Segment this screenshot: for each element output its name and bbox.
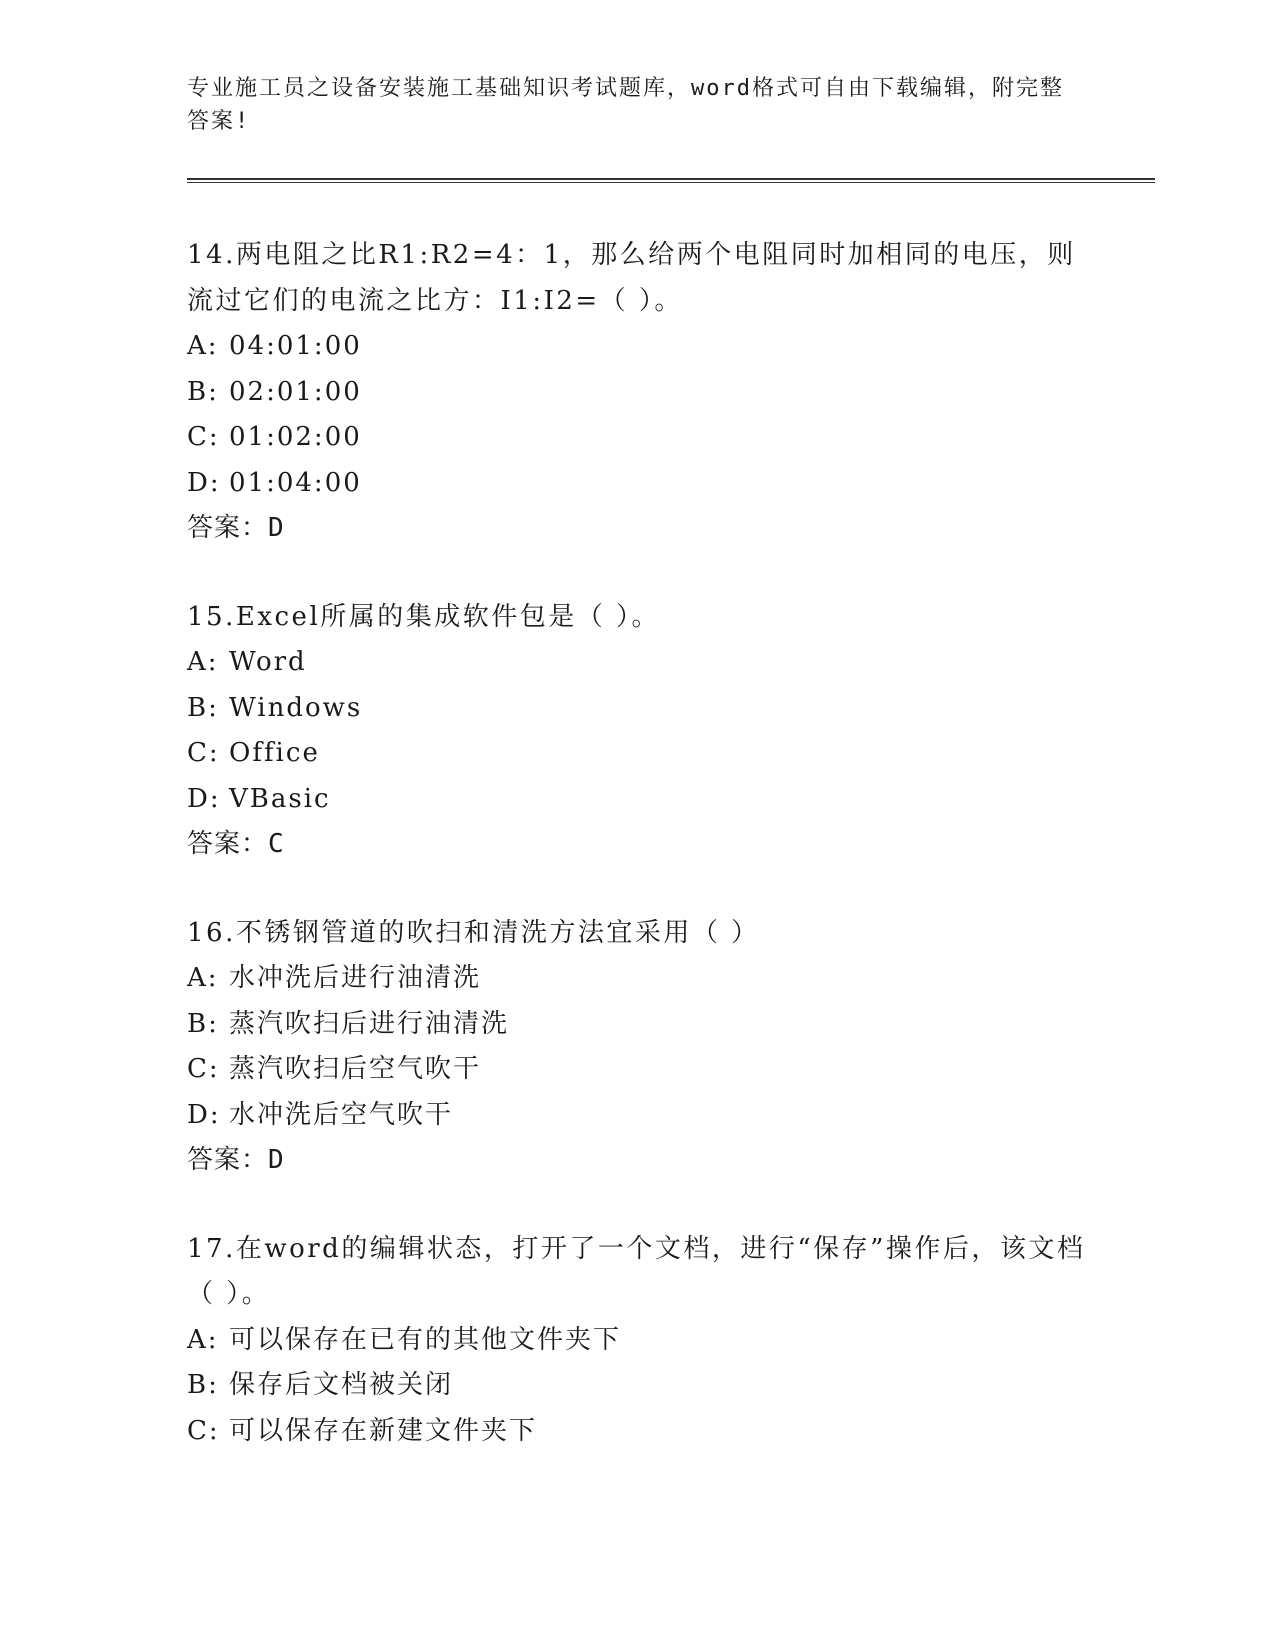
- option-letter: D:: [187, 467, 221, 498]
- option-text: 可以保存在新建文件夹下: [229, 1415, 538, 1446]
- option-text: 可以保存在已有的其他文件夹下: [229, 1324, 622, 1355]
- answer-line: 答案：C: [187, 829, 285, 859]
- question-stem: 14.两电阻之比R1:R2=4：1，那么给两个电阻同时加相同的电压，则流过它们的电流之比方：I1:I2=（ ）。: [187, 240, 1076, 316]
- option-letter: B:: [187, 376, 219, 407]
- option-letter: C:: [187, 1054, 220, 1084]
- question-list: [187, 233, 1087, 1454]
- option-d: [187, 777, 1087, 823]
- option-letter: C:: [187, 1415, 220, 1446]
- option-letter: A:: [187, 1324, 219, 1355]
- option-text: 保存后文档被关闭: [229, 1370, 454, 1400]
- document-header: 专业施工员之设备安装施工基础知识考试题库，word格式可自由下载编辑，附完整答案!: [187, 76, 1064, 134]
- option-letter: B:: [187, 692, 219, 723]
- option-a: [187, 956, 1087, 1002]
- option-a: [187, 1318, 1087, 1364]
- answer-line: 答案：D: [187, 1145, 285, 1175]
- header-divider-thick: [187, 178, 1155, 180]
- option-b: [187, 370, 1087, 416]
- option-text: Windows: [229, 692, 363, 723]
- question-14: [187, 233, 1087, 552]
- option-c: [187, 415, 1087, 461]
- option-text: Office: [229, 738, 320, 768]
- question-stem: 17.在word的编辑状态，打开了一个文档，进行“保存”操作后，该文档（ ）。: [187, 1233, 1086, 1309]
- question-17: [187, 1227, 1087, 1455]
- option-text: 01:02:00: [229, 422, 362, 452]
- answer-line: 答案：D: [187, 513, 285, 543]
- option-b: [187, 686, 1087, 732]
- option-text: Word: [229, 647, 307, 677]
- option-a: [187, 640, 1087, 686]
- question-stem: 16.不锈钢管道的吹扫和清洗方法宜采用（ ）: [187, 917, 760, 948]
- option-c: [187, 731, 1087, 777]
- option-c: [187, 1047, 1087, 1093]
- option-text: 04:01:00: [229, 331, 362, 361]
- option-a: [187, 324, 1087, 370]
- option-b: [187, 1002, 1087, 1048]
- option-letter: A:: [187, 647, 219, 677]
- option-text: 水冲洗后进行油清洗: [229, 963, 482, 993]
- option-letter: A:: [187, 963, 219, 993]
- option-letter: A:: [187, 331, 219, 361]
- option-letter: C:: [187, 422, 220, 452]
- option-text: 02:01:00: [229, 376, 362, 407]
- option-letter: D:: [187, 783, 221, 814]
- option-letter: C:: [187, 738, 220, 768]
- option-b: [187, 1363, 1087, 1409]
- option-text: 水冲洗后空气吹干: [229, 1099, 454, 1130]
- header-divider-thin: [187, 182, 1155, 183]
- option-text: 01:04:00: [229, 467, 362, 498]
- option-text: VBasic: [229, 783, 331, 814]
- option-text: 蒸汽吹扫后进行油清洗: [229, 1008, 510, 1039]
- question-stem: 15.Excel所属的集成软件包是（ ）。: [187, 601, 661, 632]
- option-d: [187, 1093, 1087, 1139]
- option-text: 蒸汽吹扫后空气吹干: [229, 1054, 482, 1084]
- question-15: [187, 595, 1087, 868]
- option-letter: B:: [187, 1370, 219, 1400]
- question-16: [187, 911, 1087, 1184]
- option-c: [187, 1409, 1087, 1455]
- option-letter: D:: [187, 1099, 221, 1130]
- option-d: [187, 461, 1087, 507]
- option-letter: B:: [187, 1008, 219, 1039]
